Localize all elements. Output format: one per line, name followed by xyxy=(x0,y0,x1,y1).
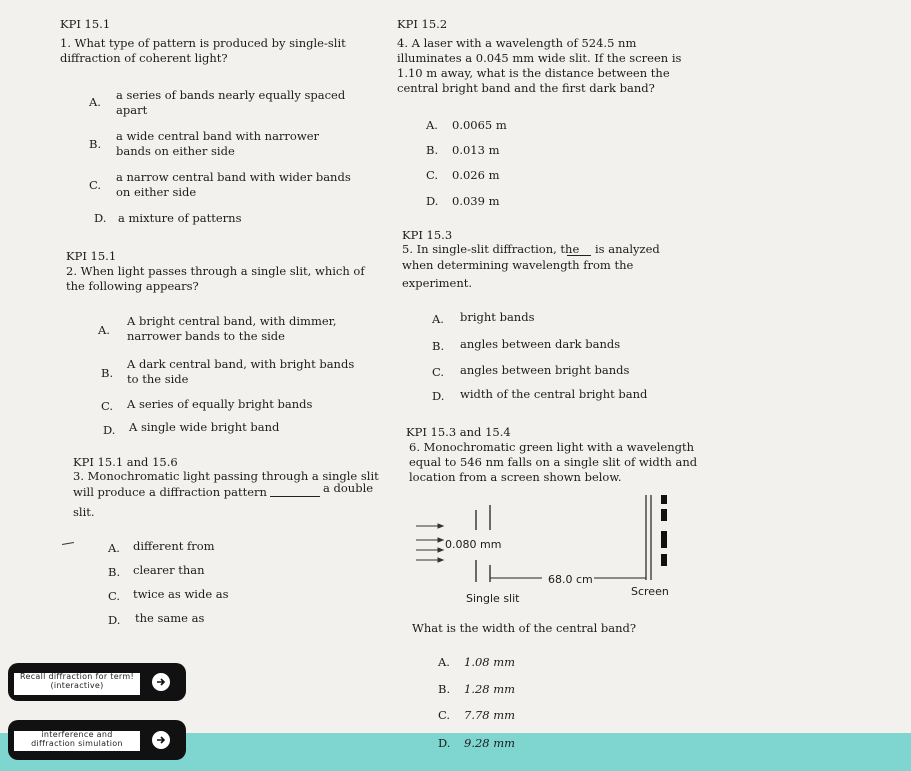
q6-sub-question: What is the width of the central band? xyxy=(412,621,637,635)
option-text: a narrow central band with wider bands xyxy=(116,170,351,184)
option-letter: C. xyxy=(432,365,445,379)
q3-answer-blank[interactable] xyxy=(270,496,320,497)
q5-kpi: KPI 15.3 xyxy=(402,228,453,242)
option-letter: B. xyxy=(438,682,451,696)
option-letter: B. xyxy=(108,565,121,579)
option-text: 7.78 mm xyxy=(464,708,516,722)
slit-width-label: 0.080 mm xyxy=(445,538,502,551)
q2-question-line1: 2. When light passes through a single slit, which of xyxy=(66,264,365,278)
option-text: 1.28 mm xyxy=(464,682,516,696)
q3-question-line3: slit. xyxy=(73,505,95,519)
arrow-right-icon[interactable] xyxy=(152,673,170,691)
option-letter: C. xyxy=(426,168,439,182)
q1-kpi: KPI 15.1 xyxy=(60,17,111,31)
q2-kpi: KPI 15.1 xyxy=(66,249,117,263)
option-letter: A. xyxy=(108,541,120,555)
q3-question-line2: will produce a diffraction pattern xyxy=(73,485,267,499)
option-text: bright bands xyxy=(460,310,535,324)
option-text: a series of bands nearly equally spaced xyxy=(116,88,346,102)
option-text: a wide central band with narrower xyxy=(116,129,319,143)
option-text: width of the central bright band xyxy=(460,387,648,401)
option-text: A series of equally bright bands xyxy=(127,397,313,411)
option-letter: A. xyxy=(89,95,101,109)
option-letter: B. xyxy=(101,366,114,380)
q6-kpi: KPI 15.3 and 15.4 xyxy=(406,425,511,439)
light-rays xyxy=(416,524,443,562)
option-text: a mixture of patterns xyxy=(118,211,242,225)
q6-question-line1: 6. Monochromatic green light with a wavelength xyxy=(409,440,695,454)
option-letter: C. xyxy=(438,708,451,722)
q1-question-line1: 1. What type of pattern is produced by single-slit xyxy=(60,36,346,50)
option-letter: D. xyxy=(432,389,445,403)
option-text: to the side xyxy=(127,372,189,386)
option-text: twice as wide as xyxy=(133,587,229,601)
link-label-line1: interference and xyxy=(41,730,113,739)
q5-answer-blank[interactable] xyxy=(567,255,591,256)
stray-mark xyxy=(62,542,74,545)
option-text: bands on either side xyxy=(116,144,235,158)
option-letter: D. xyxy=(438,736,451,750)
option-letter: D. xyxy=(94,211,107,225)
option-letter: A. xyxy=(438,655,450,669)
option-text: apart xyxy=(116,103,148,117)
option-letter: D. xyxy=(108,613,121,627)
option-text: angles between bright bands xyxy=(460,363,630,377)
q3-question-line2-end: a double xyxy=(323,481,374,495)
option-letter: D. xyxy=(103,423,116,437)
option-text: clearer than xyxy=(133,563,205,577)
option-text: 0.026 m xyxy=(452,168,500,182)
q4-question-line1: 4. A laser with a wavelength of 524.5 nm xyxy=(397,36,637,50)
q5-question-line1-end: is analyzed xyxy=(595,242,660,256)
q4-question-line3: 1.10 m away, what is the distance between the xyxy=(397,66,670,80)
option-text: 0.0065 m xyxy=(452,118,507,132)
option-text: 0.039 m xyxy=(452,194,500,208)
slit-label: Single slit xyxy=(466,592,520,605)
q5-question-line1: 5. In single-slit diffraction, the xyxy=(402,242,580,256)
option-letter: C. xyxy=(101,399,114,413)
option-letter: A. xyxy=(432,312,444,326)
option-text: 1.08 mm xyxy=(464,655,516,669)
q6-question-line3: location from a screen shown below. xyxy=(409,470,622,484)
option-letter: B. xyxy=(89,137,102,151)
q1-question-line2: diffraction of coherent light? xyxy=(60,51,228,65)
option-letter: A. xyxy=(426,118,438,132)
screen-graphic xyxy=(646,495,667,580)
q3-kpi: KPI 15.1 and 15.6 xyxy=(73,455,178,469)
link-label-line1: Recall diffraction for term! xyxy=(20,672,134,681)
q5-question-line2: when determining wavelength from the xyxy=(402,258,634,272)
option-letter: C. xyxy=(108,589,121,603)
option-text: on either side xyxy=(116,185,197,199)
option-letter: A. xyxy=(98,323,110,337)
q5-question-line3: experiment. xyxy=(402,276,473,290)
option-text: different from xyxy=(133,539,215,553)
option-letter: B. xyxy=(432,339,445,353)
arrow-right-icon[interactable] xyxy=(152,731,170,749)
link-label-box xyxy=(14,673,140,695)
screen-label: Screen xyxy=(631,585,669,598)
q6-question-line2: equal to 546 nm falls on a single slit of width and xyxy=(409,455,698,469)
option-letter: B. xyxy=(426,143,439,157)
link-label-line2: (interactive) xyxy=(50,680,104,690)
link-label-line2: diffraction simulation xyxy=(31,738,123,748)
q3-question-line1: 3. Monochromatic light passing through a single slit xyxy=(73,469,379,483)
option-letter: C. xyxy=(89,178,102,192)
q4-question-line2: illuminates a 0.045 mm wide slit. If the screen is xyxy=(397,51,682,65)
option-text: A single wide bright band xyxy=(129,420,280,434)
q4-kpi: KPI 15.2 xyxy=(397,17,448,31)
option-text: angles between dark bands xyxy=(460,337,621,351)
link-label-box xyxy=(14,731,140,751)
q2-question-line2: the following appears? xyxy=(66,279,199,293)
option-text: 0.013 m xyxy=(452,143,500,157)
option-text: A bright central band, with dimmer, xyxy=(127,314,337,328)
option-text: 9.28 mm xyxy=(464,736,516,750)
distance-label: 68.0 cm xyxy=(548,573,593,586)
q4-question-line4: central bright band and the first dark band? xyxy=(397,81,655,95)
option-text: narrower bands to the side xyxy=(127,329,285,343)
option-letter: D. xyxy=(426,194,439,208)
option-text: A dark central band, with bright bands xyxy=(127,357,355,371)
option-text: the same as xyxy=(135,611,205,625)
